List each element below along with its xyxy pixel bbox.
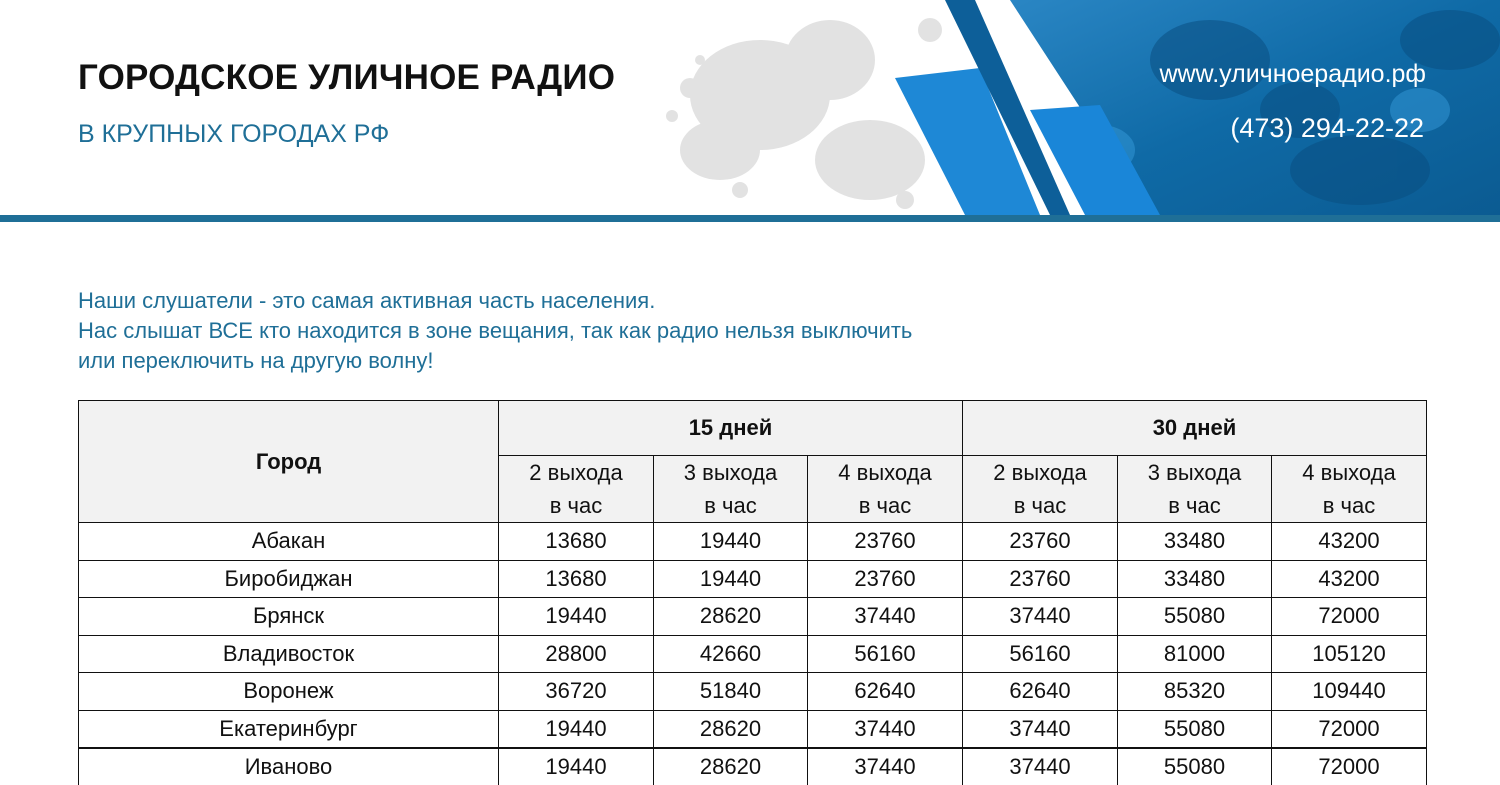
intro-line-3: или переключить на другую волну! — [78, 348, 434, 373]
value-cell: 105120 — [1272, 635, 1427, 673]
period-header-15: 15 дней — [499, 401, 963, 456]
phone-number[interactable]: (473) 294-22-22 — [1230, 113, 1424, 143]
table-row — [79, 523, 1427, 561]
value-cell: 37440 — [963, 598, 1118, 636]
period-header-30: 30 дней — [963, 401, 1427, 456]
value-cell: 19440 — [654, 523, 808, 561]
table-row — [79, 673, 1427, 711]
sub-header: 3 выхода в час — [654, 456, 808, 523]
value-cell: 28800 — [499, 635, 654, 673]
value-cell: 85320 — [1118, 673, 1272, 711]
value-cell: 36720 — [499, 673, 654, 711]
sub-header: 4 выхода в час — [808, 456, 963, 523]
table-row — [79, 560, 1427, 598]
value-cell: 43200 — [1272, 523, 1427, 561]
value-cell: 37440 — [963, 710, 1118, 748]
value-cell: 33480 — [1118, 523, 1272, 561]
value-cell: 28620 — [654, 710, 808, 748]
value-cell: 72000 — [1272, 748, 1427, 785]
brand-title: ГОРОДСКОЕ УЛИЧНОЕ РАДИО — [78, 58, 616, 97]
value-cell: 43200 — [1272, 560, 1427, 598]
value-cell: 33480 — [1118, 560, 1272, 598]
value-cell: 23760 — [808, 560, 963, 598]
city-cell: Владивосток — [79, 635, 499, 673]
website-link[interactable]: www.уличноерадио.рф — [1159, 60, 1426, 88]
value-cell: 55080 — [1118, 710, 1272, 748]
value-cell: 51840 — [654, 673, 808, 711]
header-banner — [0, 0, 1500, 222]
value-cell: 28620 — [654, 748, 808, 785]
table-row — [79, 710, 1427, 748]
value-cell: 13680 — [499, 523, 654, 561]
value-cell: 19440 — [499, 710, 654, 748]
value-cell: 19440 — [499, 748, 654, 785]
value-cell: 62640 — [808, 673, 963, 711]
value-cell: 37440 — [808, 598, 963, 636]
header-background-art — [0, 0, 1500, 222]
value-cell: 81000 — [1118, 635, 1272, 673]
city-cell: Воронеж — [79, 673, 499, 711]
value-cell: 42660 — [654, 635, 808, 673]
city-column-header: Город — [79, 401, 499, 523]
price-table — [78, 400, 1427, 785]
value-cell: 37440 — [808, 710, 963, 748]
table-row — [79, 748, 1427, 785]
value-cell: 13680 — [499, 560, 654, 598]
value-cell: 23760 — [963, 523, 1118, 561]
value-cell: 19440 — [654, 560, 808, 598]
value-cell: 19440 — [499, 598, 654, 636]
value-cell: 37440 — [963, 748, 1118, 785]
city-cell: Екатеринбург — [79, 710, 499, 748]
value-cell: 62640 — [963, 673, 1118, 711]
intro-line-2: Нас слышат ВСЕ кто находится в зоне вещания, так как радио нельзя выключить — [78, 318, 913, 343]
intro-text — [78, 286, 1178, 376]
value-cell: 56160 — [808, 635, 963, 673]
table-row — [79, 598, 1427, 636]
header-bottom-rule — [0, 215, 1500, 222]
city-cell: Биробиджан — [79, 560, 499, 598]
value-cell: 55080 — [1118, 748, 1272, 785]
value-cell: 72000 — [1272, 710, 1427, 748]
table-row — [79, 635, 1427, 673]
value-cell: 56160 — [963, 635, 1118, 673]
value-cell: 37440 — [808, 748, 963, 785]
value-cell: 55080 — [1118, 598, 1272, 636]
grey-splatter-decoration — [666, 18, 942, 209]
value-cell: 23760 — [963, 560, 1118, 598]
sub-header: 3 выхода в час — [1118, 456, 1272, 523]
sub-header: 4 выхода в час — [1272, 456, 1427, 523]
table-header-row — [79, 401, 1427, 456]
value-cell: 28620 — [654, 598, 808, 636]
city-cell: Брянск — [79, 598, 499, 636]
value-cell: 109440 — [1272, 673, 1427, 711]
sub-header: 2 выхода в час — [499, 456, 654, 523]
intro-line-1: Наши слушатели - это самая активная часть населения. — [78, 288, 656, 313]
brand-subtitle: В КРУПНЫХ ГОРОДАХ РФ — [78, 120, 390, 148]
sub-header: 2 выхода в час — [963, 456, 1118, 523]
city-cell: Абакан — [79, 523, 499, 561]
city-cell: Иваново — [79, 748, 499, 785]
value-cell: 23760 — [808, 523, 963, 561]
value-cell: 72000 — [1272, 598, 1427, 636]
